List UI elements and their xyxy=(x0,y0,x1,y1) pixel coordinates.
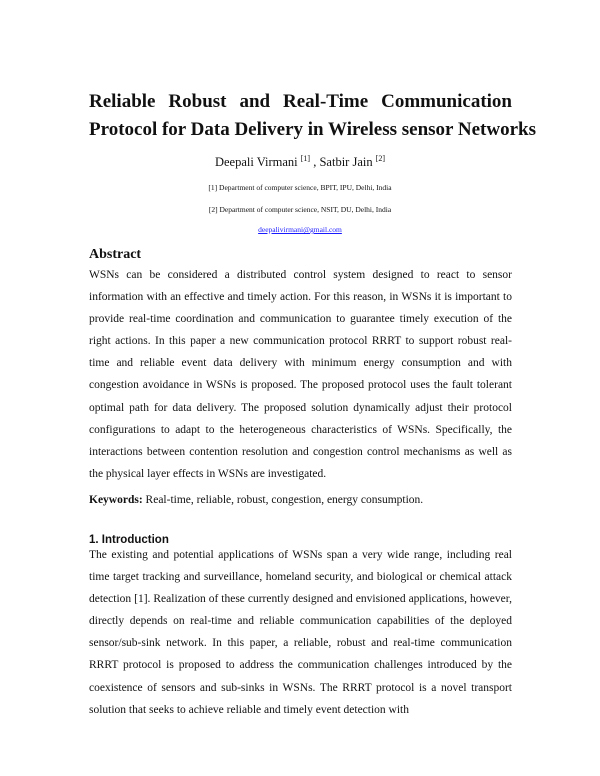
author-2-affiliation-mark: [2] xyxy=(375,154,386,163)
affiliation-1: [1] Department of computer science, BPIT, IPU, Delhi, India xyxy=(208,183,392,192)
abstract-text: WSNs can be considered a distributed control system designed to react to sensor information with an effective and timely action. For this reason, in WSNs it is important to provide real-time coordination and communication to guarantee timely execution of the right actions. In this paper a new communication protocol RRRT to support robust real-time and reliable event data delivery with minimum energy consumption and with congestion avoidance in WSNs is proposed. The proposed protocol uses the fault tolerant optimal path for data delivery. The proposed solution dynamically adjust their protocol configurations to adapt to the heterogeneous characteristics of WSNs. Specifically, the interactions between contention resolution and congestion control mechanisms as well as the physical layer effects in WSNs are investigated. xyxy=(89,269,512,480)
introduction-text: The existing and potential applications of WSNs span a very wide range, including real time target tracking and surveillance, homeland security, and biological or chemical attack detection [1]. Realization of these currently designed and envisioned applications, however, directly depends on real-time and reliable communication capabilities of the deployed sensor/sub-sink network. In this paper, a reliable, robust and real-time communication RRRT protocol is proposed to address the communication challenges introduced by the coexistence of sensors and sub-sinks in WSNs. The RRRT protocol is a novel transport solution that seeks to achieve reliable and timely event detection with xyxy=(89,549,512,716)
keywords-label: Keywords: xyxy=(89,494,143,506)
affiliation-2: [2] Department of computer science, NSIT, DU, Delhi, India xyxy=(208,205,392,214)
author-email-link[interactable]: deepalivirmani@gmail.com xyxy=(258,225,342,234)
author-2-name: Satbir Jain xyxy=(319,155,373,169)
keywords-line xyxy=(89,490,512,510)
title-line-1: Reliable Robust and Real-Time Communication xyxy=(89,91,512,112)
keywords-text: Real-time, reliable, robust, congestion, energy consumption. xyxy=(142,494,424,506)
author-1-affiliation-mark: [1] xyxy=(300,154,311,163)
title-line-2: Protocol for Data Delivery in Wireless sensor Networks xyxy=(89,119,536,140)
author-separator: , xyxy=(310,155,320,169)
author-list xyxy=(0,151,600,170)
paper-title xyxy=(89,88,536,144)
abstract-heading: Abstract xyxy=(89,247,142,262)
introduction-heading: 1. Introduction xyxy=(89,534,169,546)
author-1-name: Deepali Virmani xyxy=(214,155,298,169)
